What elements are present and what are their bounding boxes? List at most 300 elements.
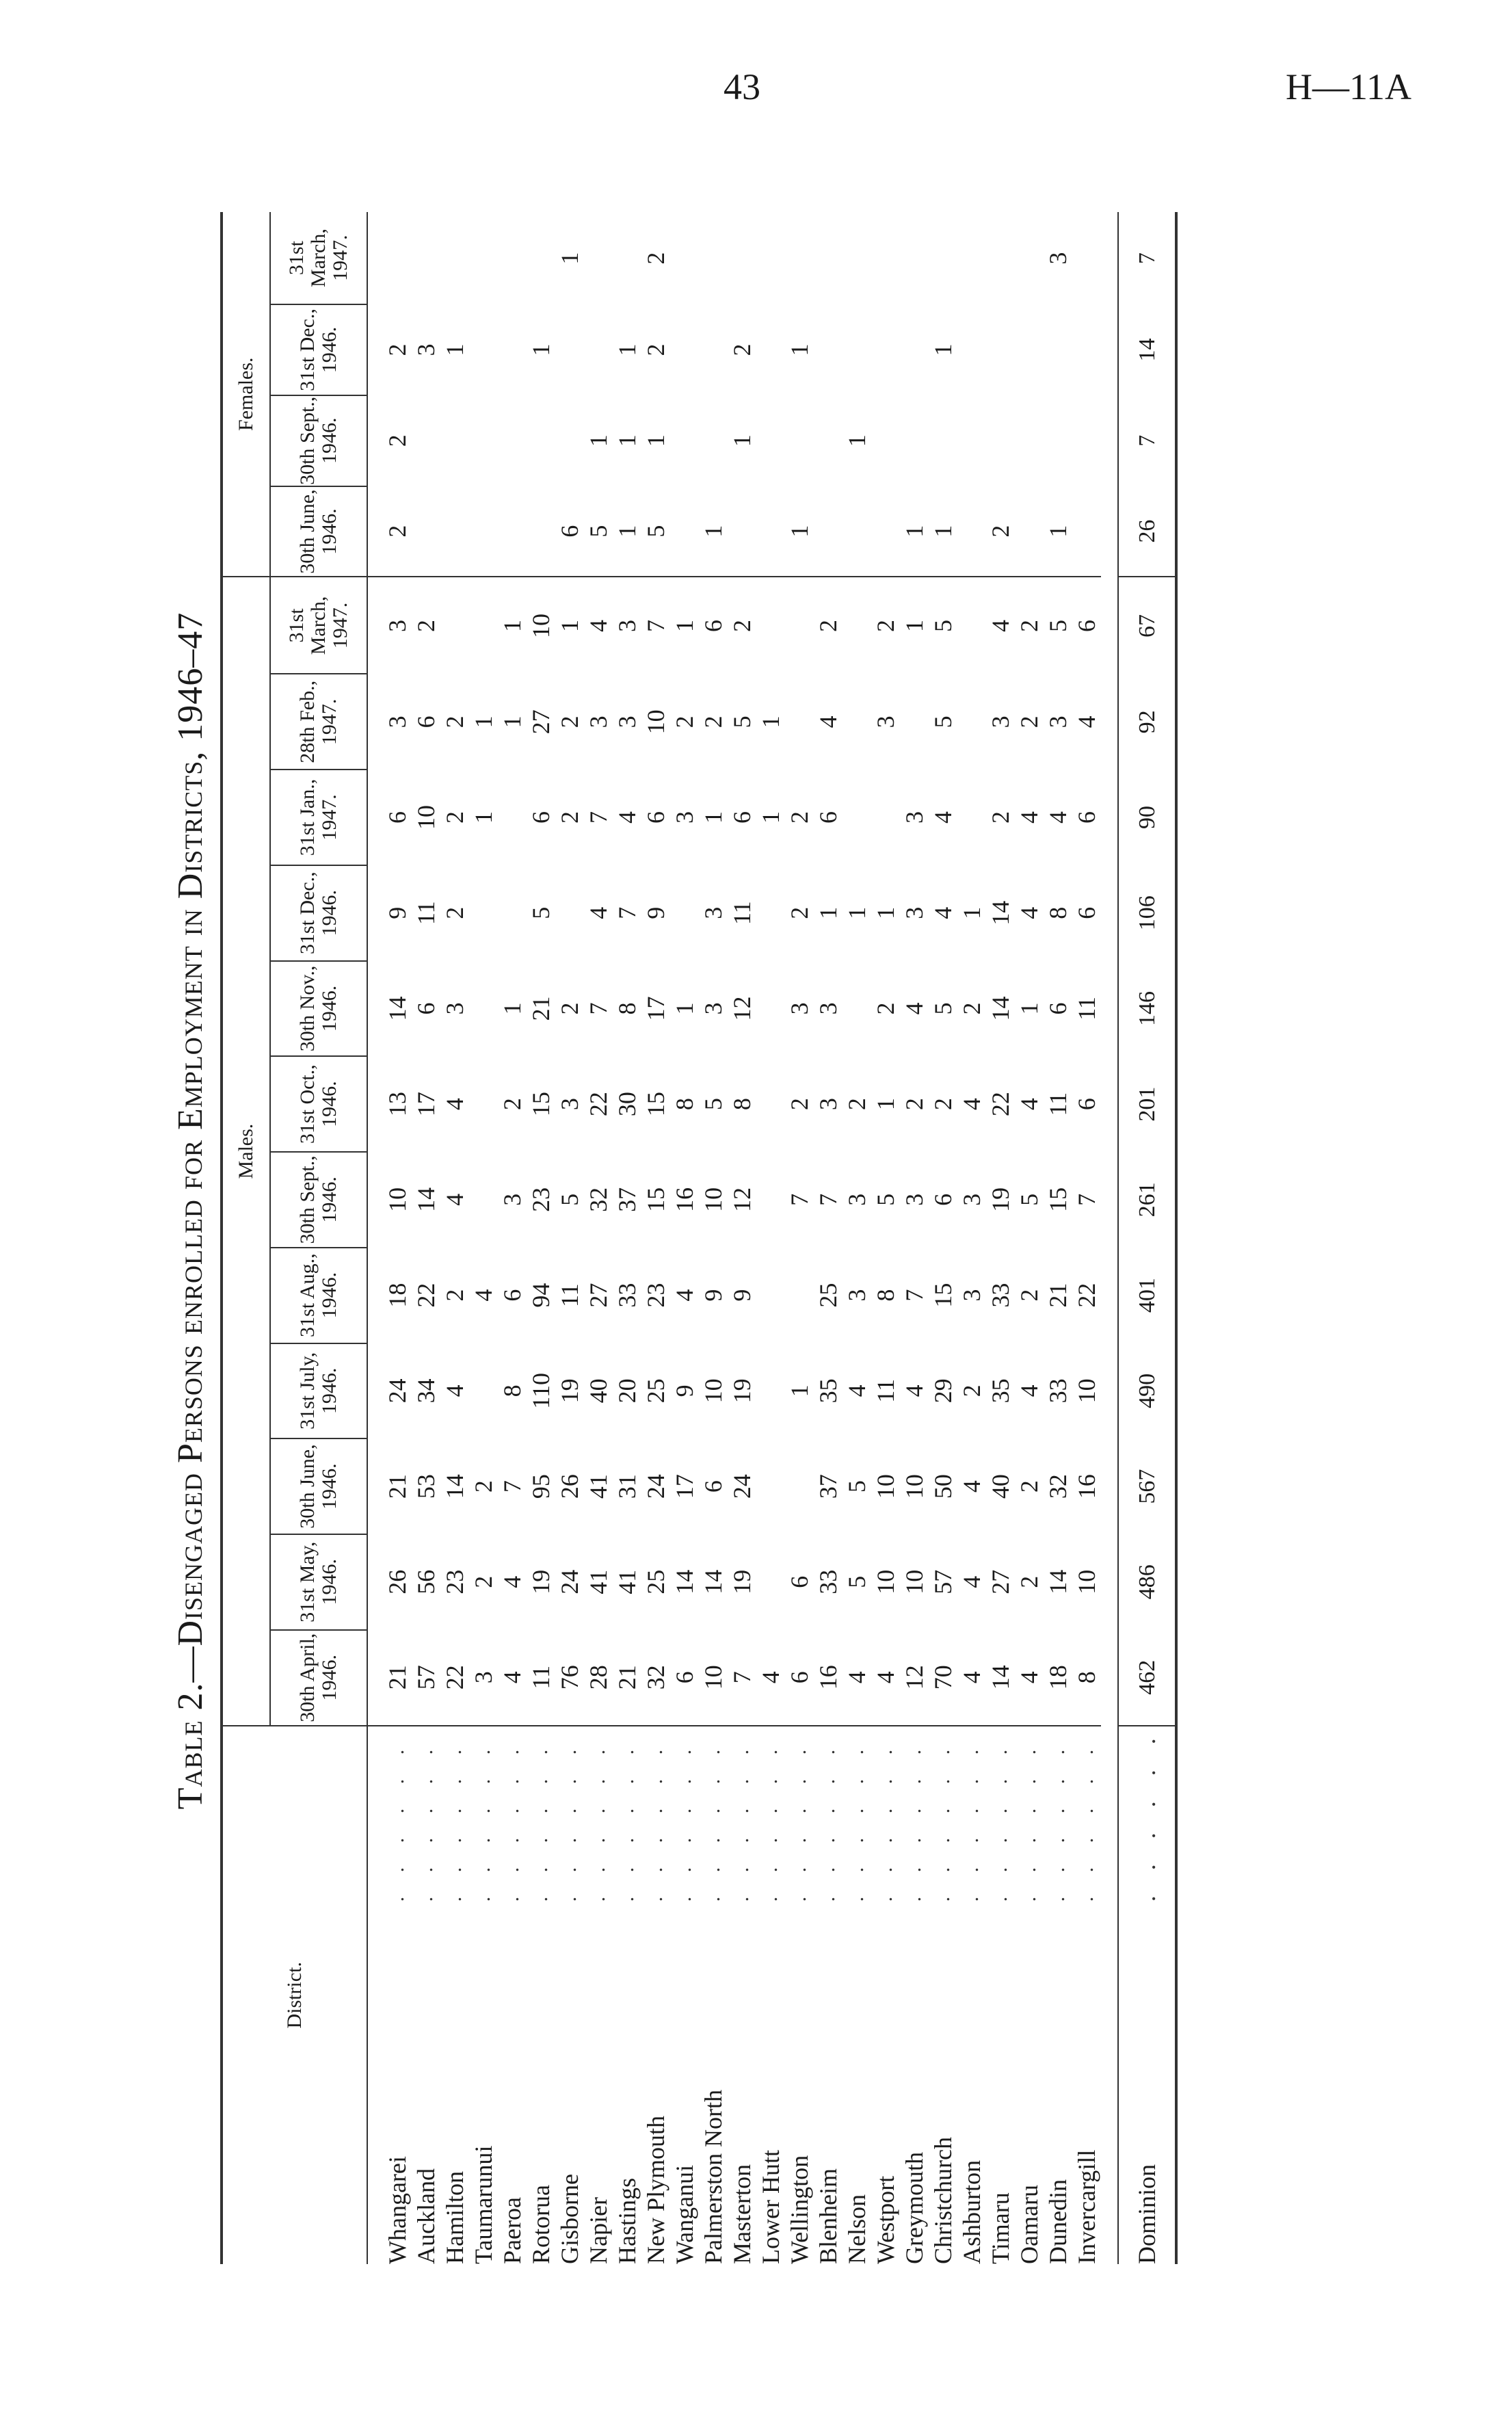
- male-count-cell: 1: [498, 619, 526, 632]
- female-count-cell: [728, 212, 756, 304]
- female-count-cell: 2: [367, 486, 412, 577]
- female-count-cell: [986, 212, 1015, 304]
- male-count-cell: 15: [641, 1092, 669, 1117]
- male-count-cell: 3: [383, 715, 411, 728]
- female-count-cell: 2: [728, 343, 756, 356]
- male-count-cell: 3: [986, 715, 1014, 728]
- male-count-cell: 11: [1072, 997, 1100, 1021]
- male-count-cell: 14: [1044, 1569, 1072, 1594]
- male-count-cell: 6: [1072, 1098, 1100, 1111]
- male-count-cell: 6: [383, 811, 411, 824]
- male-count-cell: 67: [1118, 577, 1176, 674]
- male-period-header: 28th Feb., 1947.: [270, 674, 367, 770]
- district-name: Napier: [585, 2197, 612, 2264]
- male-count-cell: 40: [986, 1474, 1014, 1499]
- male-count-cell: 6: [1072, 619, 1100, 632]
- male-count-cell: 37: [613, 1187, 641, 1212]
- male-count-cell: 1: [871, 906, 899, 919]
- male-count-cell: 3: [900, 811, 928, 824]
- male-count-cell: 26: [383, 1569, 411, 1594]
- male-count-cell: 33: [613, 1283, 641, 1308]
- male-count-cell: [469, 865, 498, 961]
- dot-leader: . . . . . .: [644, 1739, 667, 1902]
- male-count-cell: 25: [814, 1283, 842, 1308]
- table-row: [929, 212, 957, 2264]
- male-count-cell: [498, 865, 527, 961]
- rotated-table-block: [161, 212, 1324, 2264]
- male-count-cell: [957, 577, 986, 674]
- female-count-cell: 7: [1118, 395, 1176, 486]
- dot-leader: . . . . . .: [960, 1739, 983, 1902]
- male-count-cell: 21: [527, 996, 555, 1021]
- district-name: Christchurch: [929, 2137, 957, 2264]
- male-count-cell: 19: [986, 1187, 1014, 1212]
- female-count-cell: [1072, 212, 1101, 304]
- dot-leader: . . . . . .: [702, 1739, 724, 1902]
- female-count-cell: [412, 395, 440, 486]
- dot-leader: . . . . . .: [501, 1739, 523, 1902]
- table-row: [1015, 212, 1044, 2264]
- male-count-cell: 1: [670, 619, 698, 632]
- male-count-cell: 4: [1015, 1630, 1044, 1726]
- male-count-cell: 5: [527, 906, 555, 919]
- male-count-cell: 21: [367, 1630, 412, 1726]
- female-count-cell: [756, 395, 785, 486]
- male-count-cell: 25: [641, 1569, 669, 1594]
- male-count-cell: 10: [699, 1187, 727, 1212]
- female-count-cell: [670, 395, 699, 486]
- male-count-cell: 6: [785, 1630, 814, 1726]
- male-count-cell: 6: [1044, 1002, 1072, 1015]
- male-count-cell: 2: [1015, 1575, 1043, 1588]
- female-count-cell: [613, 212, 641, 304]
- male-count-cell: 37: [814, 1474, 842, 1499]
- dot-leader: . . . . . .: [759, 1739, 782, 1902]
- male-count-cell: 27: [527, 709, 555, 735]
- male-count-cell: 146: [1118, 961, 1176, 1057]
- female-count-cell: [900, 395, 929, 486]
- male-count-cell: 11: [555, 1283, 583, 1307]
- female-count-cell: 1: [613, 486, 641, 577]
- table-row: [498, 212, 527, 2264]
- male-period-header: 30th Nov., 1946.: [270, 961, 367, 1057]
- female-count-cell: [670, 486, 699, 577]
- male-count-cell: 6: [814, 811, 842, 824]
- male-count-cell: 8: [1072, 1630, 1101, 1726]
- male-count-cell: 2: [1015, 715, 1043, 728]
- female-count-cell: [670, 304, 699, 395]
- female-period-header: 30th June, 1946.: [270, 486, 367, 577]
- dot-leader: . . . . . .: [874, 1739, 897, 1902]
- male-count-cell: 1: [498, 715, 526, 728]
- table-row: [555, 212, 584, 2264]
- male-count-cell: 2: [440, 811, 468, 824]
- male-count-cell: 21: [1044, 1283, 1072, 1308]
- male-count-cell: [843, 674, 871, 770]
- male-count-cell: 3: [383, 619, 411, 632]
- male-count-cell: 1: [871, 1098, 899, 1111]
- male-count-cell: 23: [527, 1187, 555, 1212]
- male-count-cell: 3: [670, 811, 698, 824]
- table-row: [1044, 212, 1072, 2264]
- male-count-cell: 4: [814, 715, 842, 728]
- male-count-cell: 53: [412, 1474, 440, 1499]
- male-count-cell: [555, 865, 584, 961]
- male-count-cell: 2: [555, 715, 583, 728]
- table-row: [584, 212, 613, 2264]
- male-count-cell: 16: [670, 1187, 698, 1212]
- female-count-cell: [929, 395, 957, 486]
- male-count-cell: 10: [412, 805, 440, 830]
- male-count-cell: 2: [871, 1002, 899, 1015]
- female-count-cell: 1: [900, 486, 929, 577]
- male-count-cell: 3: [900, 1193, 928, 1206]
- female-period-header: 30th Sept., 1946.: [270, 395, 367, 486]
- district-name: Masterton: [728, 2164, 756, 2264]
- spacer-cell: [1101, 212, 1118, 2264]
- female-count-cell: 1: [641, 434, 669, 447]
- male-count-cell: 33: [1044, 1378, 1072, 1404]
- male-count-cell: 6: [699, 619, 727, 632]
- male-count-cell: 17: [670, 1474, 698, 1499]
- male-count-cell: 3: [440, 1002, 468, 1015]
- male-count-cell: 2: [929, 1098, 957, 1111]
- female-count-cell: 1: [699, 486, 728, 577]
- male-count-cell: 25: [641, 1378, 669, 1404]
- male-count-cell: [785, 577, 814, 674]
- male-count-cell: 2: [498, 1098, 526, 1111]
- male-count-cell: 6: [1072, 811, 1100, 824]
- male-count-cell: 10: [1072, 1378, 1100, 1404]
- male-count-cell: [469, 1056, 498, 1152]
- male-count-cell: 3: [699, 906, 727, 919]
- female-count-cell: 2: [641, 343, 669, 356]
- female-count-cell: [1015, 486, 1044, 577]
- male-count-cell: 6: [728, 811, 756, 824]
- male-count-cell: 2: [728, 619, 756, 632]
- male-count-cell: 110: [527, 1373, 555, 1409]
- male-count-cell: 1: [785, 1384, 813, 1397]
- male-count-cell: 1: [900, 619, 928, 632]
- male-count-cell: [756, 1248, 785, 1343]
- female-count-cell: [527, 395, 555, 486]
- male-count-cell: 4: [843, 1384, 871, 1397]
- female-count-cell: 1: [785, 343, 813, 356]
- male-count-cell: 5: [699, 1098, 727, 1111]
- female-count-cell: [1072, 486, 1101, 577]
- male-count-cell: 11: [728, 901, 756, 925]
- table-row: [900, 212, 929, 2264]
- male-count-cell: 6: [670, 1630, 699, 1726]
- table-row: [1072, 212, 1101, 2264]
- district-name: Greymouth: [901, 2152, 928, 2264]
- female-count-cell: [699, 304, 728, 395]
- male-count-cell: 8: [670, 1098, 698, 1111]
- male-count-cell: [957, 674, 986, 770]
- male-count-cell: 29: [929, 1378, 957, 1404]
- district-name: Blenheim: [814, 2168, 842, 2264]
- male-count-cell: 10: [871, 1474, 899, 1499]
- district-name: Rotorua: [527, 2185, 555, 2264]
- male-count-cell: 2: [871, 619, 899, 632]
- table-row: [469, 212, 498, 2264]
- male-count-cell: 4: [756, 1630, 785, 1726]
- male-count-cell: 4: [929, 811, 957, 824]
- male-count-cell: [756, 961, 785, 1057]
- male-count-cell: [843, 961, 871, 1057]
- female-count-cell: [412, 212, 440, 304]
- male-count-cell: 27: [584, 1283, 612, 1308]
- male-count-cell: 4: [440, 1384, 468, 1397]
- male-count-cell: 2: [957, 1384, 985, 1397]
- male-count-cell: 8: [498, 1384, 526, 1397]
- male-count-cell: 6: [785, 1575, 813, 1588]
- female-count-cell: 5: [641, 486, 670, 577]
- dot-leader: . . . . . .: [472, 1739, 494, 1902]
- total-row: [1118, 212, 1176, 2264]
- female-count-cell: 1: [440, 343, 468, 356]
- female-count-cell: [871, 304, 900, 395]
- male-count-cell: 20: [613, 1378, 641, 1404]
- male-count-cell: 14: [986, 996, 1014, 1021]
- male-count-cell: 1: [814, 906, 842, 919]
- female-count-cell: 1: [728, 434, 756, 447]
- female-count-cell: [814, 304, 843, 395]
- district-name: New Plymouth: [642, 2115, 669, 2264]
- male-count-cell: 17: [641, 996, 669, 1021]
- district-name: Invercargill: [1073, 2149, 1100, 2264]
- male-count-cell: 1: [756, 811, 784, 824]
- male-count-cell: 10: [699, 1630, 728, 1726]
- dot-leader: . . . . . .: [443, 1739, 466, 1902]
- male-count-cell: 30: [613, 1092, 641, 1117]
- district-name: Wellington: [786, 2155, 813, 2264]
- male-count-cell: 4: [1044, 811, 1072, 824]
- female-count-cell: [498, 395, 527, 486]
- male-count-cell: 35: [814, 1378, 842, 1404]
- male-count-cell: 2: [1015, 1289, 1043, 1302]
- male-count-cell: 3: [900, 906, 928, 919]
- male-count-cell: 4: [1072, 715, 1100, 728]
- male-count-cell: 3: [469, 1630, 498, 1726]
- male-count-cell: [843, 577, 871, 674]
- male-count-cell: 2: [699, 715, 727, 728]
- male-count-cell: 2: [957, 1002, 985, 1015]
- male-count-cell: 2: [469, 1480, 497, 1493]
- male-count-cell: [756, 1438, 785, 1534]
- female-count-cell: 26: [1118, 486, 1176, 577]
- male-count-cell: [756, 1534, 785, 1630]
- females-header: Females.: [222, 212, 270, 577]
- table-row: [641, 212, 670, 2264]
- female-count-cell: 2: [383, 343, 411, 356]
- district-name: Taumarunui: [470, 2145, 497, 2264]
- female-count-cell: [785, 212, 814, 304]
- male-count-cell: 57: [412, 1630, 440, 1726]
- male-count-cell: 5: [929, 619, 957, 632]
- female-count-cell: [440, 212, 469, 304]
- male-count-cell: 4: [670, 1289, 698, 1302]
- male-count-cell: 13: [383, 1092, 411, 1117]
- male-count-cell: 2: [1015, 1480, 1043, 1493]
- male-count-cell: 10: [871, 1569, 899, 1594]
- female-count-cell: 6: [555, 486, 584, 577]
- male-count-cell: 4: [440, 1098, 468, 1111]
- table-row: [986, 212, 1015, 2264]
- table-row: [699, 212, 728, 2264]
- male-count-cell: 6: [527, 811, 555, 824]
- male-count-cell: 4: [469, 1289, 497, 1302]
- male-count-cell: 15: [1044, 1187, 1072, 1212]
- male-count-cell: 8: [728, 1098, 756, 1111]
- male-count-cell: 15: [527, 1092, 555, 1117]
- dot-leader: . . . . . .: [673, 1739, 695, 1902]
- male-count-cell: 9: [383, 906, 411, 919]
- female-count-cell: [957, 395, 986, 486]
- male-count-cell: 14: [986, 1630, 1015, 1726]
- dot-leader: . . . . . .: [730, 1739, 753, 1902]
- female-count-cell: 2: [383, 434, 411, 447]
- female-count-cell: [699, 212, 728, 304]
- male-count-cell: 2: [785, 1098, 813, 1111]
- male-count-cell: [756, 1152, 785, 1248]
- male-count-cell: 14: [699, 1569, 727, 1594]
- males-header: Males.: [222, 577, 270, 1725]
- dot-leader: . . . . . .: [788, 1739, 810, 1902]
- female-count-cell: [785, 395, 814, 486]
- female-count-cell: 7: [1118, 212, 1176, 304]
- female-count-cell: [584, 304, 613, 395]
- district-name: Gisborne: [556, 2174, 583, 2264]
- male-count-cell: 5: [1044, 619, 1072, 632]
- female-count-cell: [469, 486, 498, 577]
- male-count-cell: 9: [728, 1289, 756, 1302]
- female-count-cell: [957, 304, 986, 395]
- male-count-cell: 5: [929, 715, 957, 728]
- male-period-header: 30th April, 1946.: [270, 1630, 367, 1726]
- district-name: Oamaru: [1016, 2185, 1043, 2264]
- male-count-cell: 24: [641, 1474, 669, 1499]
- male-count-cell: 7: [814, 1193, 842, 1206]
- male-period-header: 30th June, 1946.: [270, 1438, 367, 1534]
- female-count-cell: [699, 395, 728, 486]
- male-count-cell: 92: [1118, 674, 1176, 770]
- male-count-cell: [785, 1248, 814, 1343]
- male-count-cell: 7: [498, 1480, 526, 1493]
- male-count-cell: 41: [584, 1474, 612, 1499]
- male-count-cell: 7: [785, 1193, 813, 1206]
- male-count-cell: 16: [1072, 1474, 1100, 1499]
- male-count-cell: 6: [699, 1480, 727, 1493]
- female-count-cell: [555, 304, 584, 395]
- male-count-cell: [756, 865, 785, 961]
- male-count-cell: [785, 674, 814, 770]
- district-name: Timaru: [987, 2192, 1014, 2264]
- male-count-cell: 4: [440, 1193, 468, 1206]
- male-count-cell: 4: [957, 1575, 985, 1588]
- male-count-cell: 15: [641, 1187, 669, 1212]
- female-count-cell: [814, 212, 843, 304]
- male-count-cell: 26: [555, 1474, 583, 1499]
- female-count-cell: [1072, 395, 1101, 486]
- male-count-cell: 90: [1118, 770, 1176, 865]
- table-row: [843, 212, 871, 2264]
- female-count-cell: 1: [527, 343, 555, 356]
- dot-leader: . . . . . .: [414, 1739, 437, 1902]
- male-count-cell: 19: [555, 1378, 583, 1404]
- dot-leader: . . . . . .: [1018, 1739, 1040, 1902]
- male-count-cell: 41: [613, 1569, 641, 1594]
- female-count-cell: 3: [1044, 252, 1072, 265]
- district-name: Dunedin: [1044, 2179, 1072, 2264]
- male-period-header: 31st July, 1946.: [270, 1343, 367, 1439]
- male-count-cell: 10: [900, 1569, 928, 1594]
- male-count-cell: [843, 770, 871, 865]
- male-count-cell: 3: [843, 1193, 871, 1206]
- table-title: Table 2.—Disengaged Persons enrolled for Employment in Districts, 1946–47: [171, 612, 210, 1810]
- male-count-cell: 70: [929, 1630, 957, 1726]
- male-count-cell: 2: [670, 715, 698, 728]
- male-count-cell: 4: [871, 1630, 900, 1726]
- table-row: [728, 212, 756, 2264]
- male-count-cell: 10: [383, 1187, 411, 1212]
- female-period-header: 31st March, 1947.: [270, 212, 367, 304]
- male-count-cell: 2: [843, 1098, 871, 1111]
- male-count-cell: 6: [1072, 906, 1100, 919]
- male-count-cell: 2: [814, 619, 842, 632]
- male-count-cell: 22: [440, 1630, 469, 1726]
- male-count-cell: 9: [670, 1384, 698, 1397]
- table-row: [756, 212, 785, 2264]
- male-count-cell: 4: [584, 619, 612, 632]
- male-count-cell: 4: [843, 1630, 871, 1726]
- male-count-cell: 10: [1072, 1569, 1100, 1594]
- female-count-cell: 1: [929, 343, 957, 356]
- male-count-cell: 8: [871, 1289, 899, 1302]
- male-period-header: 31st Dec., 1946.: [270, 865, 367, 961]
- male-period-header: 31st Aug., 1946.: [270, 1248, 367, 1343]
- district-header: District.: [222, 1726, 367, 2264]
- dot-leader: . . . . . .: [1075, 1739, 1098, 1902]
- male-count-cell: [498, 770, 527, 865]
- table-row: [412, 212, 440, 2264]
- male-count-cell: 2: [555, 1002, 583, 1015]
- dot-leader: . . . . . .: [529, 1739, 552, 1902]
- female-count-cell: [527, 486, 555, 577]
- male-count-cell: 3: [699, 1002, 727, 1015]
- dot-leader: . . . . . .: [1118, 1726, 1176, 1902]
- male-count-cell: 6: [412, 715, 440, 728]
- district-name: Lower Hutt: [757, 2150, 784, 2264]
- male-count-cell: 1: [1015, 1002, 1043, 1015]
- female-count-cell: [1015, 395, 1044, 486]
- male-count-cell: 19: [527, 1569, 555, 1594]
- male-count-cell: 3: [555, 1098, 583, 1111]
- male-count-cell: 23: [641, 1283, 669, 1308]
- male-count-cell: 33: [986, 1283, 1014, 1308]
- district-name: Whangarei: [384, 2156, 411, 2264]
- female-count-cell: [871, 486, 900, 577]
- dot-leader: . . . . . .: [1046, 1739, 1069, 1902]
- male-count-cell: 27: [986, 1569, 1014, 1594]
- male-count-cell: 1: [699, 811, 727, 824]
- male-count-cell: 106: [1118, 865, 1176, 961]
- female-count-cell: [843, 304, 871, 395]
- male-count-cell: [670, 865, 699, 961]
- district-name: Auckland: [412, 2168, 440, 2264]
- male-period-header: 31st May, 1946.: [270, 1534, 367, 1630]
- table-row: [785, 212, 814, 2264]
